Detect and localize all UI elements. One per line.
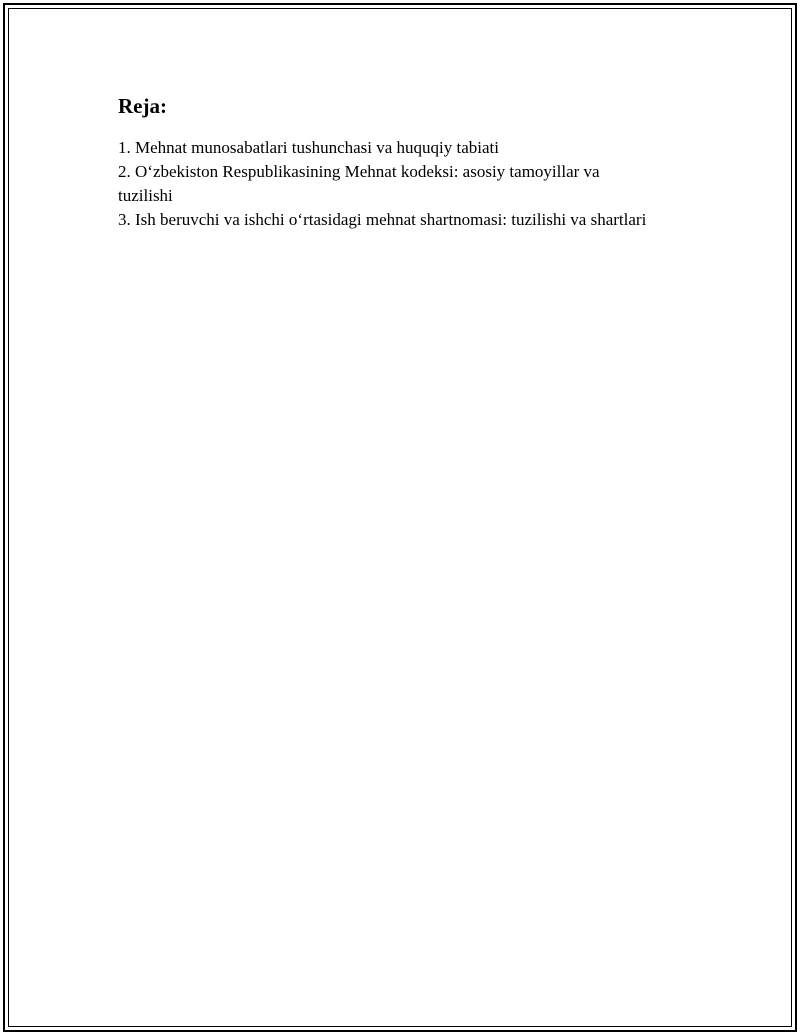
document-content	[118, 92, 658, 232]
plan-item-3: 3. Ish beruvchi va ishchi o‘rtasidagi mehnat shartnomasi: tuzilishi va shartlari	[118, 210, 647, 229]
plan-list	[118, 136, 658, 232]
plan-title: Reja:	[118, 94, 167, 118]
plan-item-2: 2. O‘zbekiston Respublikasining Mehnat kodeksi: asosiy tamoyillar va tuzilishi	[118, 162, 600, 205]
plan-item-1: 1. Mehnat munosabatlari tushunchasi va huquqiy tabiati	[118, 138, 500, 157]
